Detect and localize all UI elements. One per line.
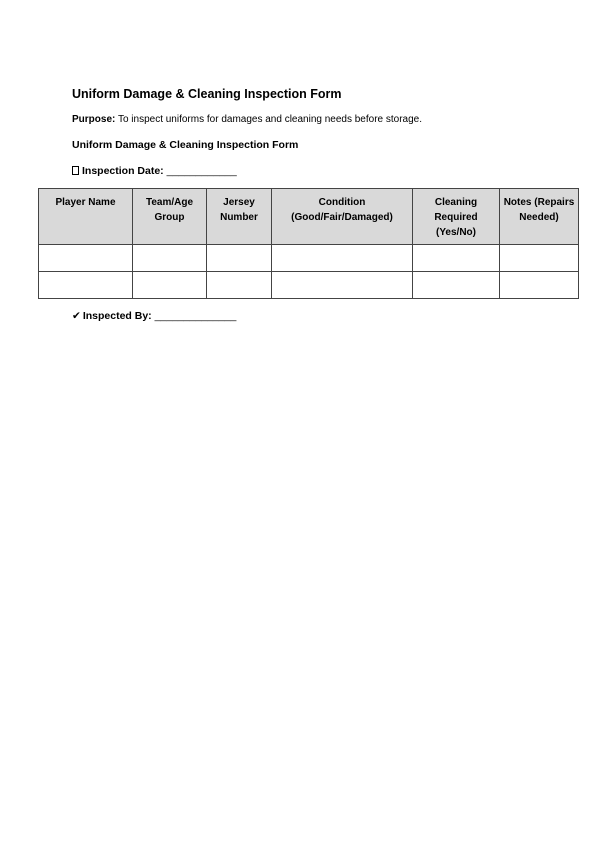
- header-team-age-group: Team/Age Group: [133, 189, 207, 245]
- header-jersey-number: Jersey Number: [207, 189, 272, 245]
- header-cleaning-required: Cleaning Required (Yes/No): [413, 189, 500, 245]
- inspection-table: [38, 188, 579, 299]
- table-cell[interactable]: [272, 245, 413, 272]
- inspected-by-line: [72, 310, 236, 322]
- table-row: [39, 272, 579, 299]
- header-player-name: Player Name: [39, 189, 133, 245]
- purpose-text: To inspect uniforms for damages and cleaning needs before storage.: [115, 114, 423, 125]
- inspected-by-label: Inspected By:: [82, 310, 152, 322]
- calendar-icon: [72, 166, 79, 175]
- table-cell[interactable]: [272, 272, 413, 299]
- table-cell[interactable]: [133, 272, 207, 299]
- purpose-line: [72, 114, 422, 125]
- checkmark-icon: ✔: [72, 310, 81, 322]
- table-cell[interactable]: [39, 245, 133, 272]
- table-cell[interactable]: [207, 245, 272, 272]
- inspection-date-line: [72, 165, 237, 177]
- table-cell[interactable]: [413, 272, 500, 299]
- inspected-by-field[interactable]: ______________: [151, 310, 237, 322]
- purpose-label: Purpose:: [72, 114, 116, 125]
- table-cell[interactable]: [413, 245, 500, 272]
- header-notes: Notes (Repairs Needed): [500, 189, 579, 245]
- form-subtitle: Uniform Damage & Cleaning Inspection Form: [72, 139, 299, 151]
- table-cell[interactable]: [133, 245, 207, 272]
- table-header-row: [39, 189, 579, 245]
- table-row: [39, 245, 579, 272]
- table-cell[interactable]: [39, 272, 133, 299]
- inspection-date-label: Inspection Date:: [82, 165, 164, 177]
- table-cell[interactable]: [500, 272, 579, 299]
- document-title: Uniform Damage & Cleaning Inspection Form: [72, 87, 342, 101]
- table-cell[interactable]: [500, 245, 579, 272]
- table-cell[interactable]: [207, 272, 272, 299]
- inspection-date-field[interactable]: ____________: [163, 165, 237, 177]
- header-condition: Condition (Good/Fair/Damaged): [272, 189, 413, 245]
